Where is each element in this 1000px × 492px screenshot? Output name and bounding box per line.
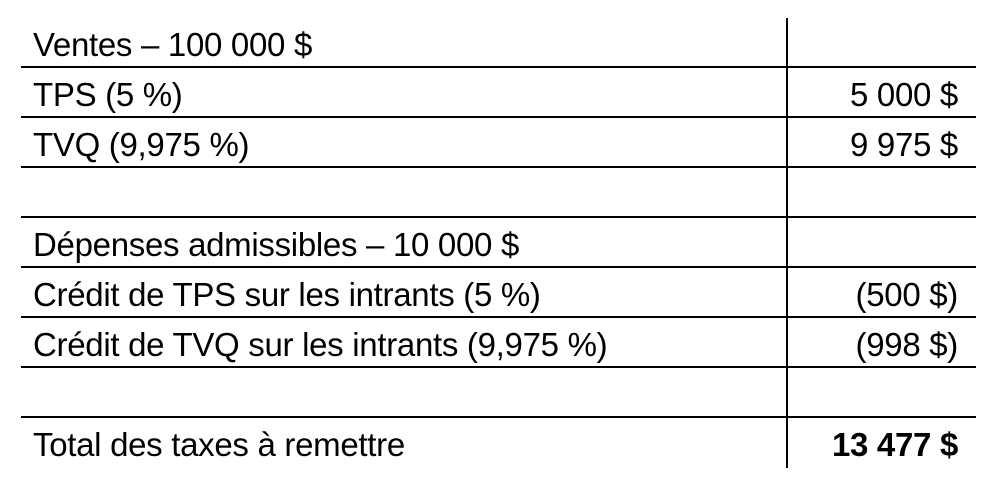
table-row-spacer	[21, 168, 976, 218]
row-amount: 5 000 $	[849, 76, 958, 113]
row-label: TVQ (9,975 %)	[33, 126, 250, 163]
table-row-sales	[21, 18, 976, 68]
row-label: Crédit de TVQ sur les intrants (9,975 %)	[33, 326, 608, 363]
table-row-expenses	[21, 218, 976, 268]
row-amount: (998 $)	[855, 326, 958, 363]
table-row-spacer	[21, 368, 976, 418]
row-label: Dépenses admissibles – 10 000 $	[33, 226, 520, 263]
row-label: Crédit de TPS sur les intrants (5 %)	[33, 276, 541, 313]
total-label: Total des taxes à remettre	[33, 426, 405, 463]
row-label: TPS (5 %)	[33, 76, 183, 113]
row-amount: 9 975 $	[849, 126, 958, 163]
table-row-gst	[21, 68, 976, 118]
row-amount: (500 $)	[855, 276, 958, 313]
table-row-qst-credit	[21, 318, 976, 368]
table-row-total	[21, 418, 976, 468]
total-amount: 13 477 $	[831, 426, 958, 463]
table-row-qst	[21, 118, 976, 168]
row-label: Ventes – 100 000 $	[33, 26, 313, 63]
table-row-gst-credit	[21, 268, 976, 318]
tax-remittance-table	[21, 18, 976, 468]
